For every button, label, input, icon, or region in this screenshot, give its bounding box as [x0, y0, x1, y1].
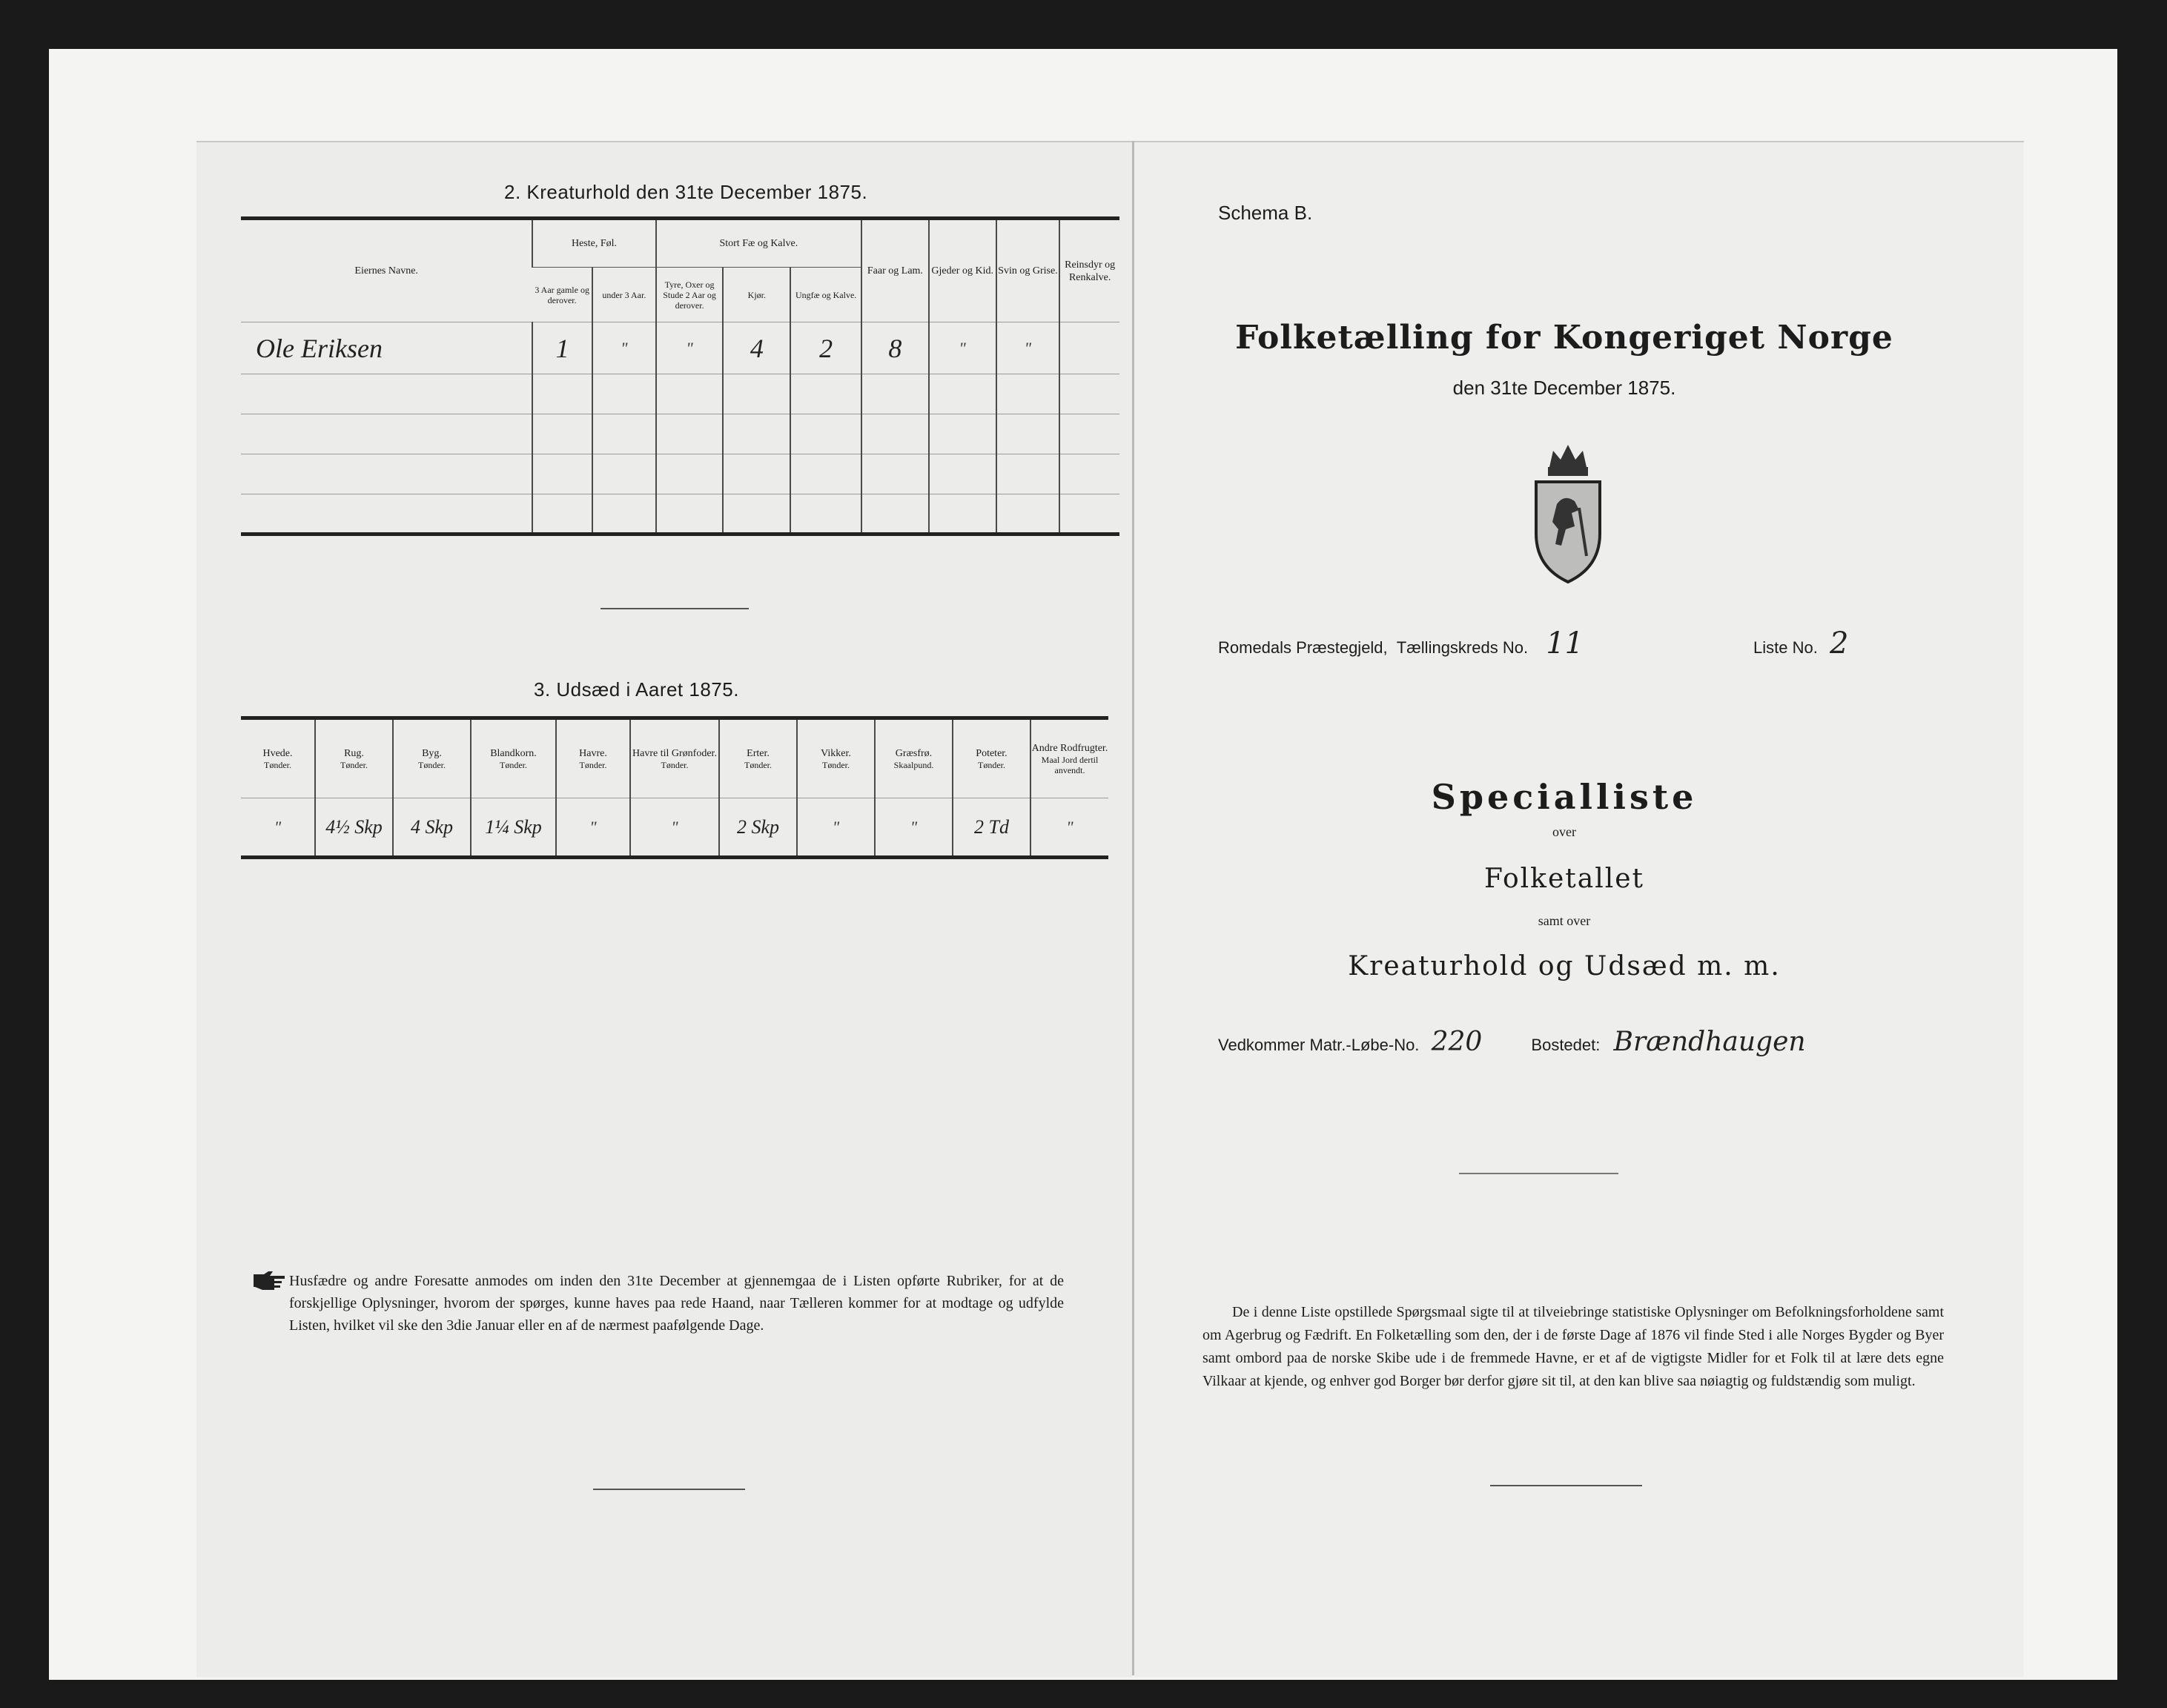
matr-label: Vedkommer Matr.-Løbe-No. [1218, 1036, 1420, 1054]
district-value: 11 [1546, 626, 1584, 661]
bosted-value: Brændhaugen [1613, 1027, 1806, 1057]
horses-old-header: 3 Aar gamle og derover. [532, 268, 592, 322]
main-date: den 31te December 1875. [1452, 377, 1676, 399]
seed-value-9: 2 Td [953, 798, 1030, 858]
table-row [241, 374, 1119, 414]
seed-header-8: Græsfrø. Skaalpund. [875, 718, 953, 798]
divider-rule-right [1459, 1173, 1618, 1174]
seed-value-2: 4 Skp [393, 798, 471, 858]
samt-over-text: samt over [1538, 913, 1591, 928]
seed-header-6: Erter. Tønder. [719, 718, 797, 798]
seed-header-5: Havre til Grønfoder. Tønder. [630, 718, 719, 798]
seed-header-1: Rug. Tønder. [315, 718, 393, 798]
horses-young-header: under 3 Aar. [592, 268, 656, 322]
list-label: Liste No. [1753, 638, 1818, 657]
seed-header-4: Havre. Tønder. [556, 718, 630, 798]
page-fold [1132, 141, 1134, 1675]
section3-title: 3. Udsæd i Aaret 1875. [534, 678, 739, 701]
pointing-hand-icon [252, 1270, 288, 1291]
seed-header-3: Blandkorn. Tønder. [471, 718, 556, 798]
over-text-1: over [1552, 824, 1576, 839]
cows-value: 4 [723, 322, 790, 374]
section2-title: 2. Kreaturhold den 31te December 1875. [504, 181, 868, 203]
owner-name: Ole Eriksen [241, 322, 532, 374]
seed-header-2: Byg. Tønder. [393, 718, 471, 798]
specialliste-title: Specialliste [1431, 777, 1698, 817]
folketallet-title: Folketallet [1483, 864, 1645, 894]
sheep-header: Faar og Lam. [861, 219, 929, 322]
seed-header-10: Andre Rodfrugter. Maal Jord dertil anvendt. [1030, 718, 1108, 798]
parish-field [1218, 626, 1584, 661]
seed-value-8: " [875, 798, 953, 858]
list-value: 2 [1829, 626, 1849, 661]
table-row [241, 414, 1119, 454]
bulls-header: Tyre, Oxer og Stude 2 Aar og derover. [656, 268, 724, 322]
owner-header: Eiernes Navne. [241, 219, 532, 322]
cows-header: Kjør. [723, 268, 790, 322]
young-cattle-value: 2 [790, 322, 861, 374]
seed-value-5: " [630, 798, 719, 858]
young-cattle-header: Ungfæ og Kalve. [790, 268, 861, 322]
seed-value-3: 1¼ Skp [471, 798, 556, 858]
seed-header-0: Hvede. Tønder. [241, 718, 315, 798]
seed-value-0: " [241, 798, 315, 858]
matr-value: 220 [1431, 1027, 1483, 1057]
bulls-value: " [656, 322, 724, 374]
seed-value-1: 4½ Skp [315, 798, 393, 858]
schema-label: Schema B. [1218, 202, 1313, 224]
subtitle: Kreaturhold og Udsæd m. m. [1348, 951, 1781, 982]
district-label: Tællingskreds No. [1396, 638, 1529, 657]
table-row [241, 454, 1119, 494]
table-row [241, 494, 1119, 534]
right-page [1134, 141, 2024, 1677]
seed-value-10: " [1030, 798, 1108, 858]
reindeer-value [1059, 322, 1119, 374]
seed-header-9: Poteter. Tønder. [953, 718, 1030, 798]
goats-value: " [929, 322, 996, 374]
sheep-value: 8 [861, 322, 929, 374]
bosted-label: Bostedet: [1531, 1036, 1601, 1054]
horses-group-header: Heste, Føl. [532, 219, 655, 268]
pigs-header: Svin og Grise. [996, 219, 1060, 322]
parish-label: Romedals Præstegjeld, [1218, 638, 1388, 657]
seed-table [241, 716, 1108, 859]
seed-value-6: 2 Skp [719, 798, 797, 858]
horses-young-value: " [592, 322, 656, 374]
notice-text: Husfædre og andre Foresatte anmodes om inden den 31te December at gjennemgaa de i Listen opførte Rubriker, for at de forskjellige Oplysninger, hvorom der spørges, kunne haves paa rede Haand, naar Tælleren kommer for at modtage og udfylde Listen, hvilket vil ske den 3die Januar eller en af de nærmest paafølgende Dage. [289, 1273, 1064, 1334]
main-title: Folketælling for Kongeriget Norge [1235, 319, 1893, 357]
coat-of-arms-icon [1527, 437, 1609, 586]
seed-value-4: " [556, 798, 630, 858]
divider-rule [601, 608, 749, 609]
intro-text: De i denne Liste opstillede Spørgsmaal sigte til at tilveiebringe statistiske Oplysninger om Befolkningsforholdene samt om Agerbrug og Fædrift. En Folketælling som den, der i de første Dage af 1876 vil finde Sted i alle Norges Bygder og Byer samt ombord paa de norske Skibe ude i de fremmede Havne, er et af de vigtigste Midler for et Folk til at lære dets egne Vilkaar at kjende, og enhver god Borger bør derfor gjøre sit til, at den kan blive saa nøiagtig og fuldstændig som muligt. [1202, 1304, 1944, 1389]
list-field [1753, 626, 1848, 661]
cattle-group-header: Stort Fæ og Kalve. [656, 219, 861, 268]
matr-field [1218, 1027, 1806, 1057]
bottom-rule-left [593, 1489, 745, 1490]
goats-header: Gjeder og Kid. [929, 219, 996, 322]
seed-header-7: Vikker. Tønder. [797, 718, 875, 798]
reindeer-header: Reinsdyr og Renkalve. [1059, 219, 1119, 322]
seed-value-7: " [797, 798, 875, 858]
bottom-rule-right [1490, 1485, 1642, 1486]
pigs-value: " [996, 322, 1060, 374]
livestock-table [241, 216, 1119, 536]
horses-old-value: 1 [532, 322, 592, 374]
